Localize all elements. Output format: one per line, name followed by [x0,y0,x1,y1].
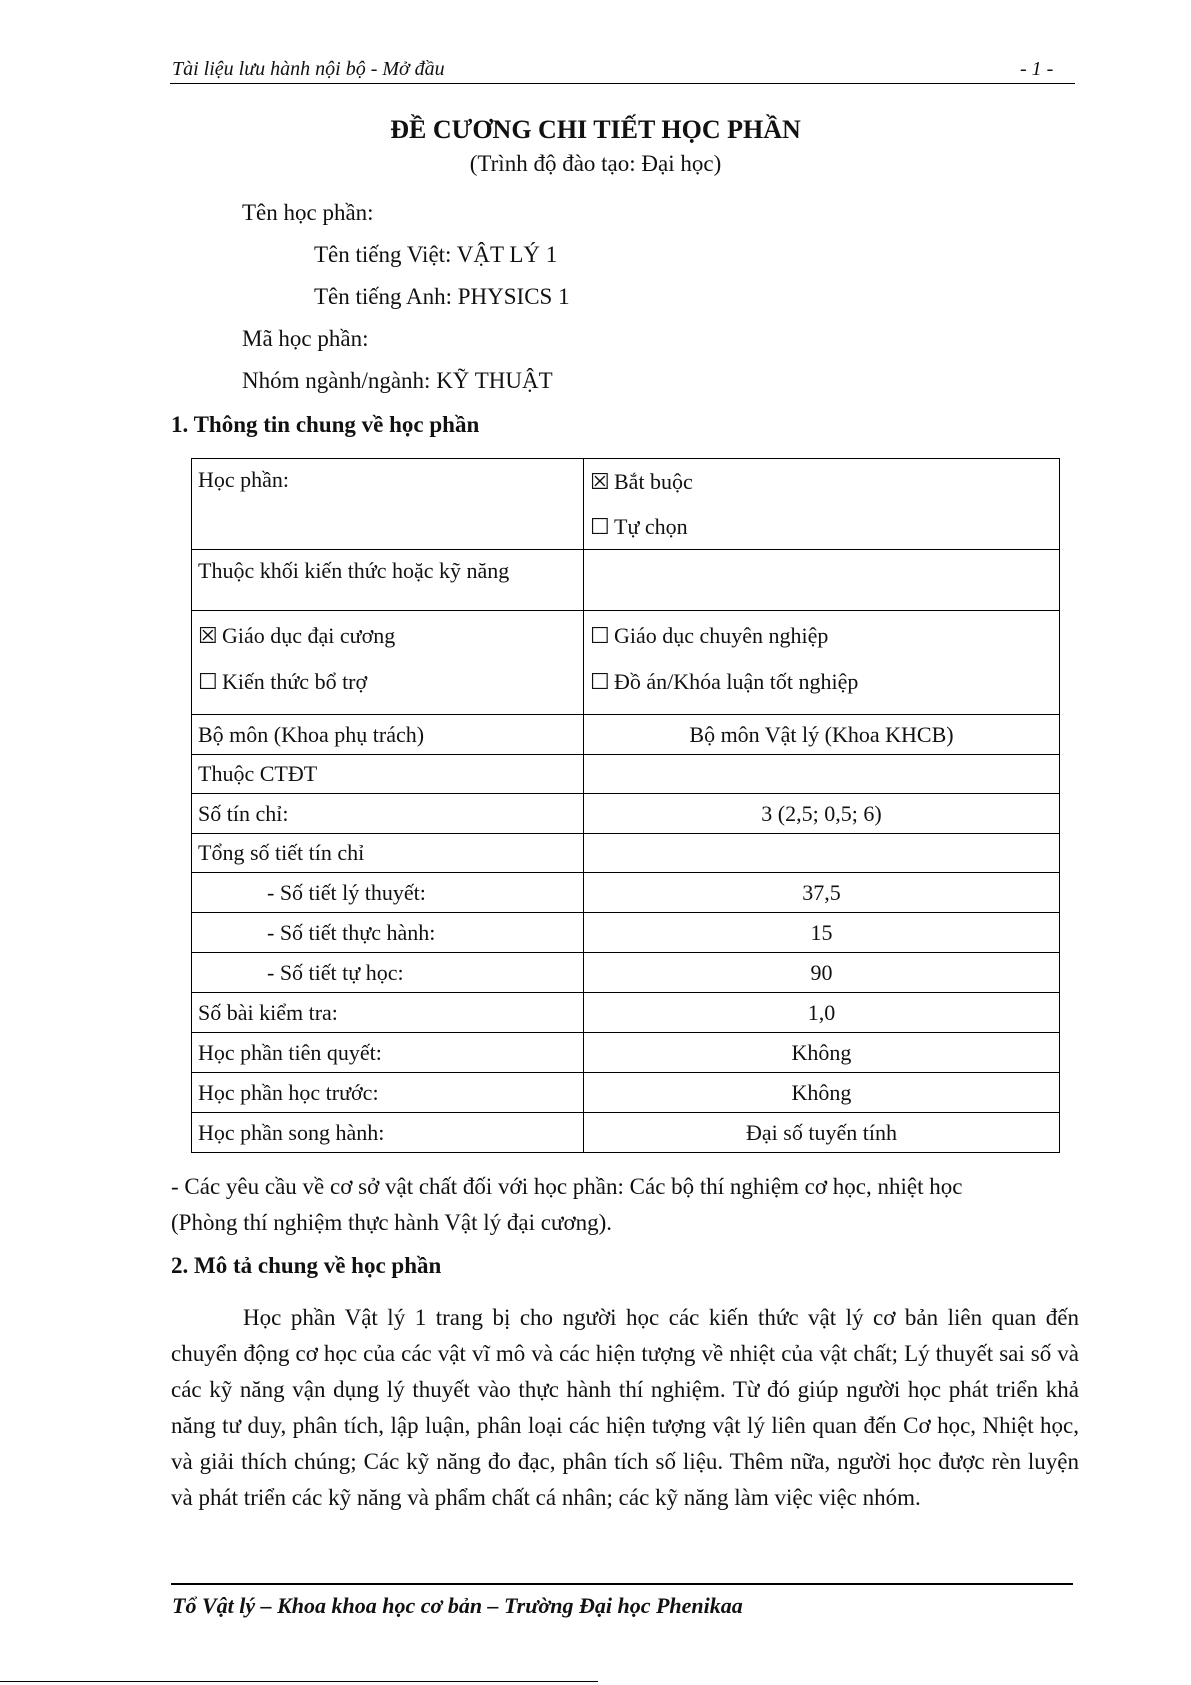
table-row [192,1033,1060,1073]
row-label: Học phần học trước: [192,1073,584,1113]
footer-rule [171,1583,1073,1585]
requirements-line-2: (Phòng thí nghiệm thực hành Vật lý đại cương). [171,1210,613,1235]
requirements-line-1: - Các yêu cầu về cơ sở vật chất đối với học phần: Các bộ thí nghiệm cơ học, nhiệt học [171,1174,963,1199]
row-label: - Số tiết tự học: [192,953,584,993]
row-label: - Số tiết thực hành: [192,913,584,953]
table-row [192,611,1060,715]
khoi-kien-thuc-label: Thuộc khối kiến thức hoặc kỹ năng [192,550,584,611]
table-row [192,993,1060,1033]
row-value [584,755,1060,794]
row-label: Học phần tiên quyết: [192,1033,584,1073]
course-code-label: Mã học phần: [242,326,369,351]
row-value: Không [584,1033,1060,1073]
row-label: Bộ môn (Khoa phụ trách) [192,715,584,755]
row-label: Số tín chỉ: [192,794,584,834]
row-label: Học phần song hành: [192,1113,584,1153]
document-title: ĐỀ CƯƠNG CHI TIẾT HỌC PHẦN [390,115,801,144]
header-rule [170,83,1075,84]
course-group: Nhóm ngành/ngành: KỸ THUẬT [242,368,553,393]
table-row [192,873,1060,913]
checked-box-icon: ☒ [198,623,218,648]
course-vn-name: Tên tiếng Việt: VẬT LÝ 1 [314,242,558,267]
row-value [584,834,1060,873]
row-label: Tổng số tiết tín chỉ [192,834,584,873]
unchecked-box-icon: ☐ [590,514,610,539]
course-name-label: Tên học phần: [242,200,374,225]
checkbox-do-an[interactable]: ☐ Đồ án/Khóa luận tốt nghiệp [590,669,859,694]
unchecked-box-icon: ☐ [198,669,218,694]
table-row [192,1073,1060,1113]
checkbox-kien-thuc-bo-tro[interactable]: ☐ Kiến thức bổ trợ [198,669,368,694]
hoc-phan-label: Học phần: [192,459,584,550]
row-label: - Số tiết lý thuyết: [192,873,584,913]
row-value: 1,0 [584,993,1060,1033]
table-row [192,1113,1060,1153]
page-footer: Tổ Vật lý – Khoa khoa học cơ bản – Trường Đại học Phenikaa [172,1593,743,1618]
table-row [192,550,1060,611]
row-value: 15 [584,913,1060,953]
row-value: Bộ môn Vật lý (Khoa KHCB) [584,715,1060,755]
table-row [192,755,1060,794]
unchecked-box-icon: ☐ [590,669,610,694]
row-value: Không [584,1073,1060,1113]
table-row [192,459,1060,550]
row-value: 37,5 [584,873,1060,913]
row-value: 3 (2,5; 0,5; 6) [584,794,1060,834]
document-subtitle: (Trình độ đào tạo: Đại học) [469,151,722,176]
course-info-table [191,458,1060,1153]
table-row [192,794,1060,834]
row-value: Đại số tuyến tính [584,1113,1060,1153]
unchecked-box-icon: ☐ [590,623,610,648]
checkbox-bat-buoc[interactable]: ☒ Bắt buộc [590,469,693,494]
running-header: Tài liệu lưu hành nội bộ - Mở đầu [172,58,445,80]
table-row [192,913,1060,953]
checkbox-tu-chon[interactable]: ☐ Tự chọn [590,514,688,539]
checked-box-icon: ☒ [590,469,610,494]
course-en-name: Tên tiếng Anh: PHYSICS 1 [314,284,570,309]
table-row [192,715,1060,755]
section-2-heading: 2. Mô tả chung về học phần [171,1253,442,1278]
description-paragraph: Học phần Vật lý 1 trang bị cho người học các kiến thức vật lý cơ bản liên quan đến chuyển động cơ học của các vật vĩ mô và các hiện tượng về nhiệt của vật chất; Lý thuyết sai số và các kỹ năng vận dụng lý thuyết vào thực hành thí nghiệm. Từ đó giúp người học phát triển khả năng tư duy, phân tích, lập luận, phân loại các hiện tượng vật lý liên quan đến Cơ học, Nhiệt học, và giải thích chúng; Các kỹ năng đo đạc, phân tích số liệu. Thêm nữa, người học được rèn luyện và phát triển các kỹ năng và phẩm chất cá nhân; các kỹ năng làm việc việc nhóm. [171,1305,1079,1510]
page-number: - 1 - [1020,58,1054,80]
table-row [192,953,1060,993]
checkbox-gd-dai-cuong[interactable]: ☒ Giáo dục đại cương [198,623,396,648]
table-row [192,834,1060,873]
row-label: Số bài kiểm tra: [192,993,584,1033]
checkbox-gd-chuyen-nghiep[interactable]: ☐ Giáo dục chuyên nghiệp [590,623,829,648]
page-bottom-rule [0,1681,598,1682]
section-1-heading: 1. Thông tin chung về học phần [171,412,480,437]
row-value: 90 [584,953,1060,993]
row-label: Thuộc CTĐT [192,755,584,794]
